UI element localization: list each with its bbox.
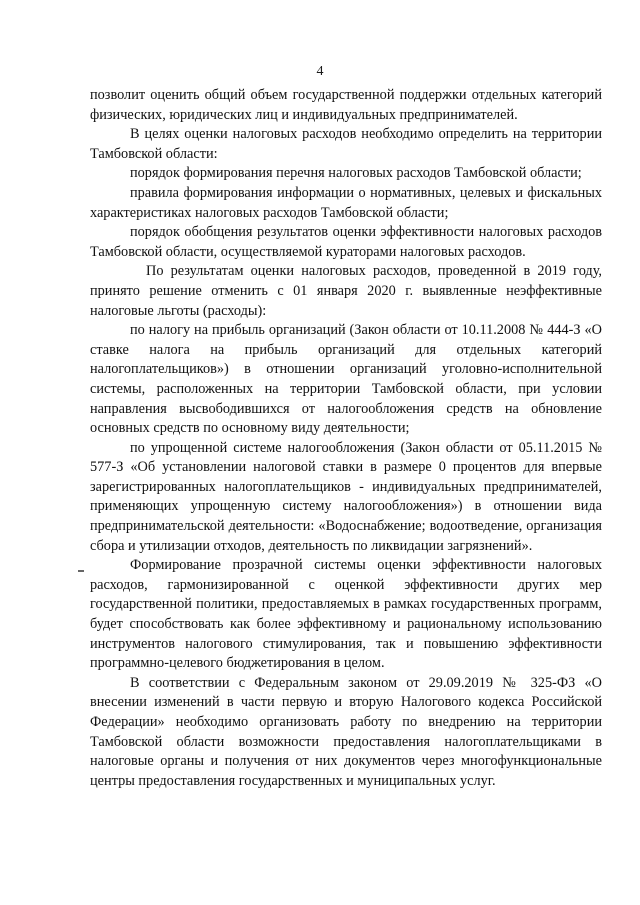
paragraph-7: по налогу на прибыль организаций (Закон области от 10.11.2008 № 444-З «О ставке налога на прибыль организаций для отдельных категорий налогоплательщиков») в отношении организаций уголовно-исполнительной системы, расположенных на территории Тамбовской области, при условии направления высвободившихся от налогообложения средств на обновление основных средств по основному виду деятельности;	[90, 322, 602, 437]
document-body	[90, 86, 602, 791]
paragraph-10: В соответствии с Федеральным законом от 29.09.2019 № 325-ФЗ «О внесении изменений в части первую и вторую Налогового кодекса Российской Федерации» необходимо организовать работу по внедрению на территории Тамбовской области возможности предоставления налогоплательщиками в налоговые органы и получения от них документов через многофункциональные центры предоставления государственных и муниципальных услуг.	[90, 674, 602, 789]
page-number: 4	[316, 64, 324, 79]
paragraph-6: По результатам оценки налоговых расходов, проведенной в 2019 году, принято решение отменить с 01 января 2020 г. выявленные неэффективные налоговые льготы (расходы):	[90, 263, 602, 319]
paragraph-4: правила формирования информации о нормативных, целевых и фискальных характеристиках налоговых расходов Тамбовской области;	[90, 184, 602, 221]
paragraph-1: позволит оценить общий объем государственной поддержки отдельных категорий физических, юридических лиц и индивидуальных предпринимателей.	[90, 87, 602, 123]
paragraph-9: Формирование прозрачной системы оценки эффективности налоговых расходов, гармонизированной с оценкой эффективности других мер государственной политики, предоставляемых в рамках государственных программ, будет способствовать как более эффективному и рациональному использованию инструментов налогового стимулирования, так и повышению эффективности программно-целевого бюджетирования в целом.	[90, 557, 602, 672]
margin-mark	[78, 570, 84, 572]
paragraph-2: В целях оценки налоговых расходов необходимо определить на территории Тамбовской области:	[90, 126, 602, 162]
paragraph-8: по упрощенной системе налогообложения (Закон области от 05.11.2015 № 577-З «Об установлении налоговой ставки в размере 0 процентов для впервые зарегистрированных налогоплательщиков - индивидуальных предпринимателей, применяющих упрощенную систему налогообложения») в отношении вида предпринимательской деятельности: «Водоснабжение; водоотведение, организация сбора и утилизации отходов, деятельность по ликвидации загрязнений».	[90, 439, 602, 554]
paragraph-3: порядок формирования перечня налоговых расходов Тамбовской области;	[130, 165, 582, 182]
paragraph-5: порядок обобщения результатов оценки эффективности налоговых расходов Тамбовской области, осуществляемой кураторами налоговых расходов.	[90, 224, 602, 260]
